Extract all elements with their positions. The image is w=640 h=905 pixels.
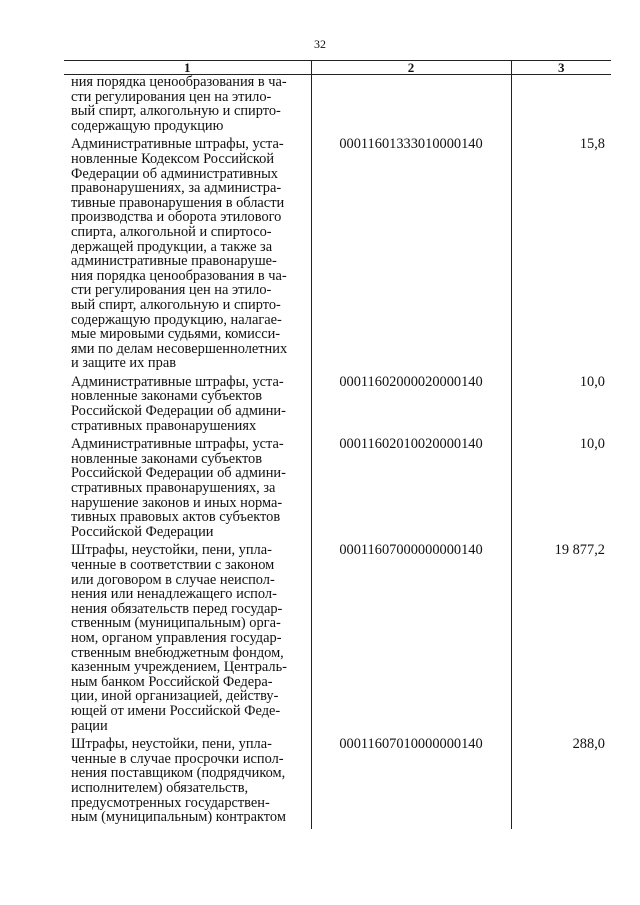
- table-row: [64, 543, 611, 737]
- description-line: ственным (муниципальным) орга-: [71, 615, 281, 632]
- description-line: нения обязательств перед государ-: [71, 600, 283, 617]
- row-amount: [511, 75, 611, 138]
- description-line: содержащую продукцию, налагае-: [71, 311, 282, 328]
- description-line: правонарушениях, за администра-: [71, 180, 282, 197]
- row-amount: 15,8: [511, 137, 611, 375]
- description-line: сти регулирования цен на этило-: [71, 282, 272, 299]
- description-line: Российской Федерации об админи-: [71, 403, 286, 420]
- description-line: ченные в соответствии с законом: [71, 557, 275, 573]
- description-line: предусмотренных государствен-: [71, 794, 270, 811]
- row-description: [64, 737, 311, 829]
- description-line: новленные Кодексом Российской: [71, 150, 275, 167]
- description-line: тивные правонарушения в области: [71, 194, 285, 211]
- row-budget-code: 00011607000000000140: [311, 543, 511, 737]
- description-line: вый спирт, алкогольную и спирто-: [71, 296, 281, 313]
- row-description: [64, 543, 311, 737]
- revenue-table: [64, 60, 611, 829]
- row-amount: 10,0: [511, 437, 611, 543]
- description-line: ченные в случае просрочки испол-: [71, 750, 284, 767]
- description-line: исполнителем) обязательств,: [71, 779, 249, 796]
- description-line: Штрафы, неустойки, пени, упла-: [71, 736, 272, 753]
- description-line: Административные штрафы, уста-: [71, 136, 284, 153]
- description-line: новленные законами субъектов: [71, 388, 263, 405]
- description-line: производства и оборота этилового: [71, 209, 282, 226]
- row-description: [64, 75, 311, 138]
- description-line: ным банком Российской Федера-: [71, 673, 273, 690]
- description-line: держащей продукции, а также за: [71, 238, 273, 255]
- description-line: или договором в случае неиспол-: [71, 571, 275, 588]
- table-body: [64, 75, 611, 829]
- row-description: [64, 375, 311, 437]
- description-line: нения поставщиком (подрядчиком,: [71, 765, 286, 782]
- table-row: [64, 737, 611, 829]
- description-line: ции, иной организацией, действу-: [71, 688, 279, 705]
- table-row: [64, 137, 611, 375]
- description-line: казенным учреждением, Централь-: [71, 659, 287, 676]
- row-budget-code: 00011607010000000140: [311, 737, 511, 829]
- description-line: Штрафы, неустойки, пени, упла-: [71, 542, 272, 559]
- description-line: рации: [71, 717, 108, 734]
- table-header-row: [64, 61, 611, 75]
- description-line: ющей от имени Российской Феде-: [71, 702, 281, 719]
- page-number: 32: [314, 37, 326, 51]
- description-line: вый спирт, алкогольную и спирто-: [71, 103, 281, 120]
- description-line: стративных правонарушениях, за: [71, 480, 276, 497]
- description-line: стративных правонарушениях: [71, 417, 257, 434]
- description-line: Федерации об административных: [71, 165, 279, 182]
- description-line: ями по делам несовершеннолетних: [71, 340, 288, 357]
- table-row: [64, 375, 611, 437]
- description-line: сти регулирования цен на этило-: [71, 88, 272, 105]
- row-budget-code: [311, 75, 511, 138]
- description-line: административные правонаруше-: [71, 253, 277, 270]
- description-line: ным (муниципальным) контрактом: [71, 809, 286, 826]
- row-amount: 10,0: [511, 375, 611, 437]
- row-amount: 288,0: [511, 737, 611, 829]
- description-line: Российской Федерации: [71, 523, 214, 540]
- row-amount: 19 877,2: [511, 543, 611, 737]
- row-budget-code: 00011602000020000140: [311, 375, 511, 437]
- description-line: спирта, алкогольной и спиртосо-: [71, 223, 272, 240]
- table-row: [64, 437, 611, 543]
- description-line: ния порядка ценообразования в ча-: [71, 74, 287, 90]
- table-row: [64, 75, 611, 138]
- row-description: [64, 437, 311, 543]
- description-line: новленные законами субъектов: [71, 450, 263, 467]
- description-line: ственным внебюджетным фондом,: [71, 644, 284, 661]
- row-budget-code: 00011602010020000140: [311, 437, 511, 543]
- description-line: тивных правовых актов субъектов: [71, 509, 281, 526]
- description-line: мые мировыми судьями, комисси-: [71, 326, 281, 343]
- row-budget-code: 00011601333010000140: [311, 137, 511, 375]
- description-line: ном, органом управления государ-: [71, 629, 282, 646]
- description-line: Административные штрафы, уста-: [71, 436, 284, 453]
- description-line: содержащую продукцию: [71, 117, 224, 134]
- column-header-description: 1: [64, 61, 311, 75]
- description-line: нарушение законов и иных норма-: [71, 494, 283, 511]
- description-line: Административные штрафы, уста-: [71, 373, 284, 390]
- row-description: [64, 137, 311, 375]
- description-line: нения или ненадлежащего испол-: [71, 586, 277, 603]
- description-line: ния порядка ценообразования в ча-: [71, 267, 287, 284]
- column-header-code: 2: [311, 61, 511, 75]
- description-line: Российской Федерации об админи-: [71, 465, 286, 482]
- column-header-amount: 3: [511, 61, 611, 75]
- description-line: и защите их прав: [71, 355, 176, 372]
